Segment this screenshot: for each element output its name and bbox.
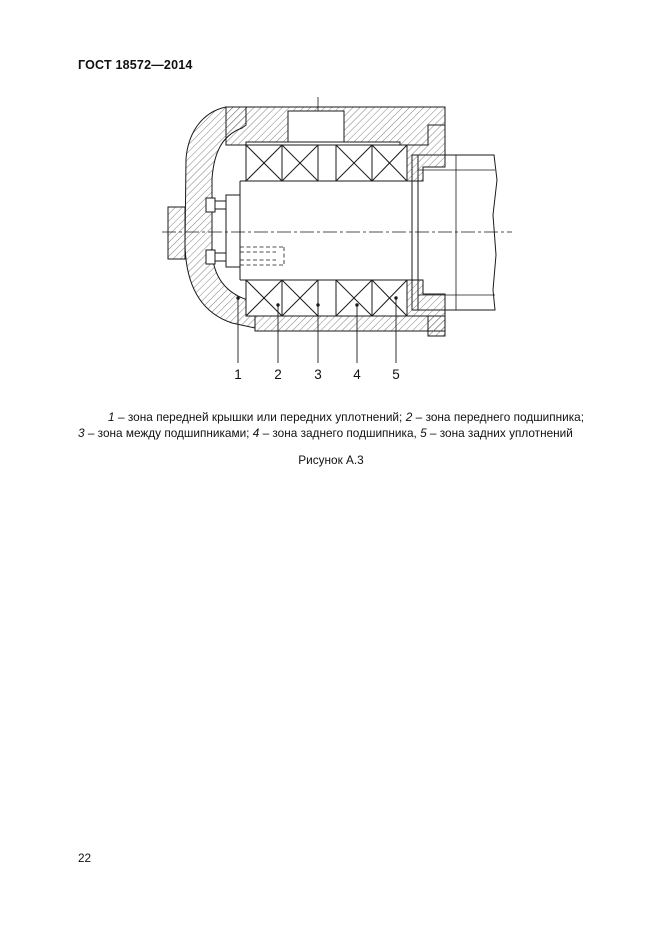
figure-a3-drawing xyxy=(160,95,520,395)
front-washer xyxy=(226,195,240,267)
bearing-spacer-bottom xyxy=(318,280,336,316)
axle-shaft xyxy=(240,181,412,280)
figure-caption xyxy=(78,410,584,442)
housing-bottom-band xyxy=(255,316,445,331)
figure-title: Рисунок А.3 xyxy=(298,453,364,467)
front-cover-boss xyxy=(168,207,185,259)
front-bearing-top xyxy=(246,145,318,181)
rear-bearing-top xyxy=(336,145,407,181)
caption-zone-5: 5 – зона задних уплотнений xyxy=(420,425,573,440)
hidden-stud xyxy=(240,247,284,265)
page-number: 22 xyxy=(78,851,92,865)
doc-header: ГОСТ 18572—2014 xyxy=(78,58,193,72)
part-label-5: 5 xyxy=(392,367,400,382)
front-bearing-bottom xyxy=(246,280,318,316)
front-bolt-bottom xyxy=(206,250,226,264)
caption-zone-1: 1 – зона передней крышки или передних уплотнений; xyxy=(108,410,406,424)
axle-box-section-drawing xyxy=(160,95,520,395)
caption-zone-3: 3 – зона между подшипниками; xyxy=(78,425,253,440)
part-label-2: 2 xyxy=(274,367,282,382)
axle-wheel-seat xyxy=(412,155,497,310)
caption-zone-2: 2 – зона переднего подшипника; xyxy=(405,410,585,424)
caption-zone-4: 4 – зона заднего подшипника, xyxy=(252,425,421,440)
part-label-3: 3 xyxy=(314,367,322,382)
part-label-1: 1 xyxy=(234,367,242,382)
cap-window xyxy=(288,111,344,142)
part-label-4: 4 xyxy=(353,367,361,382)
bearing-spacer-top xyxy=(318,145,336,181)
front-bolt-top xyxy=(206,198,226,212)
